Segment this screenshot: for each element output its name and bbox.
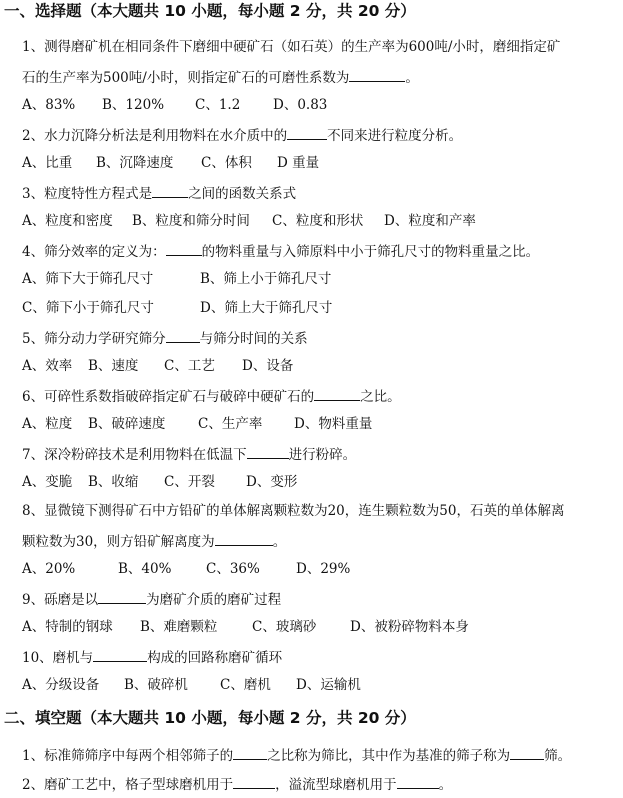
section1-title: 一、选择题（本大题共 10 小题，每小题 2 分，共 20 分）: [4, 2, 416, 20]
answer-blank: [287, 125, 327, 140]
question-4-options-row-1: [22, 270, 331, 288]
question-6-options: [22, 415, 372, 433]
option-b: B、破碎速度: [88, 416, 166, 432]
question-2-text: 2、水力沉降分析法是利用物料在水介质中的: [22, 128, 288, 144]
question-2: [22, 125, 462, 145]
question-6-end: 之比。: [360, 389, 401, 405]
answer-blank: [215, 531, 273, 546]
answer-blank: [98, 589, 146, 604]
question-1-text: 石的生产率为500吨/小时，则指定矿石的可磨性系数为: [22, 70, 350, 86]
question-10-text: 10、磨机与: [22, 650, 94, 666]
question-8-line-2: [22, 531, 286, 551]
option-c: C、体积: [201, 155, 252, 171]
answer-blank: [349, 67, 405, 82]
question-3-options: [22, 212, 476, 230]
option-c: C、工艺: [164, 358, 215, 374]
option-c: C、玻璃砂: [252, 619, 317, 635]
option-b: B、沉降速度: [96, 155, 174, 171]
fill-question-2-middle: ，溢流型球磨机用于: [275, 777, 397, 793]
fill-question-1: [22, 745, 571, 765]
option-a: A、20%: [22, 561, 76, 577]
question-1-end: 。: [405, 70, 419, 86]
option-a: A、特制的钢球: [22, 619, 113, 635]
question-7-end: 进行粉碎。: [288, 447, 357, 463]
option-a: A、83%: [22, 97, 76, 113]
answer-blank: [247, 444, 289, 459]
option-d: D、筛上大于筛孔尺寸: [200, 300, 333, 316]
option-c: C、1.2: [195, 97, 241, 113]
question-9-end: 为磨矿介质的磨矿过程: [146, 592, 282, 608]
question-6: [22, 386, 401, 406]
option-d: D、设备: [242, 358, 294, 374]
answer-blank: [93, 647, 147, 662]
question-4-text: 4、筛分效率的定义为：: [22, 244, 166, 260]
answer-blank: [166, 328, 200, 343]
question-6-text: 6、可碎性系数指破碎指定矿石与破碎中硬矿石的: [22, 389, 315, 405]
option-d: D、0.83: [273, 97, 328, 113]
question-1-options: [22, 96, 327, 114]
question-4: [22, 241, 539, 261]
answer-blank: [233, 745, 267, 760]
option-c: C、开裂: [164, 474, 215, 490]
answer-blank: [397, 774, 439, 789]
question-4-options-row-2: [22, 299, 332, 317]
question-3-end: 之间的函数关系式: [188, 186, 297, 202]
option-b: B、粒度和筛分时间: [132, 213, 250, 229]
fill-question-2: [22, 774, 452, 794]
fill-question-1-text: 1、标准筛筛序中每两个相邻筛子的: [22, 748, 234, 764]
question-2-end: 不同来进行粒度分析。: [327, 128, 463, 144]
option-b: B、速度: [88, 358, 139, 374]
option-a: A、效率: [22, 358, 73, 374]
option-d: D 重量: [277, 155, 320, 171]
question-7-options: [22, 473, 297, 491]
question-3-text: 3、粒度特性方程式是: [22, 186, 153, 202]
option-b: B、收缩: [88, 474, 139, 490]
question-10-end: 构成的回路称磨矿循环: [147, 650, 283, 666]
question-9-text: 9、砾磨是以: [22, 592, 99, 608]
option-d: D、粒度和产率: [384, 213, 476, 229]
option-c: C、36%: [206, 561, 260, 577]
option-a: A、粒度: [22, 416, 73, 432]
option-c: C、筛下小于筛孔尺寸: [22, 300, 154, 316]
question-5: [22, 328, 308, 348]
option-c: C、磨机: [220, 677, 271, 693]
option-a: A、分级设备: [22, 677, 100, 693]
answer-blank: [233, 774, 275, 789]
question-9-options: [22, 618, 469, 636]
option-d: D、物料重量: [294, 416, 373, 432]
option-c: C、生产率: [198, 416, 263, 432]
option-a: A、粒度和密度: [22, 213, 113, 229]
question-8-text: 颗粒数为30，则方铅矿解离度为: [22, 534, 215, 550]
fill-question-1-middle: 之比称为筛比，其中作为基准的筛子称为: [267, 748, 511, 764]
option-b: B、筛上小于筛孔尺寸: [200, 271, 332, 287]
question-3: [22, 183, 296, 203]
fill-question-2-end: 。: [438, 777, 453, 793]
section2-title: 二、填空题（本大题共 10 小题，每小题 2 分，共 20 分）: [4, 709, 416, 727]
question-1-line-1: 1、测得磨矿机在相同条件下磨细中硬矿石（如石英）的生产率为600吨/小时，磨细指定矿: [22, 39, 561, 55]
question-7-text: 7、深冷粉碎技术是利用物料在低温下: [22, 447, 247, 463]
question-5-end: 与筛分时间的关系: [199, 331, 308, 347]
option-a: A、变脆: [22, 474, 73, 490]
question-10: [22, 647, 282, 667]
fill-question-1-end: 筛。: [544, 748, 572, 764]
question-7: [22, 444, 356, 464]
option-b: B、120%: [102, 97, 165, 113]
option-d: D、变形: [246, 474, 298, 490]
question-10-options: [22, 676, 361, 694]
question-4-end: 的物料重量与入筛原料中小于筛孔尺寸的物料重量之比。: [201, 244, 540, 260]
question-1-line-2: [22, 67, 419, 87]
option-a: A、筛下大于筛孔尺寸: [22, 271, 154, 287]
question-2-options: [22, 154, 319, 172]
answer-blank: [166, 241, 202, 256]
question-5-text: 5、筛分动力学研究筛分: [22, 331, 166, 347]
fill-question-2-text: 2、磨矿工艺中，格子型球磨机用于: [22, 777, 234, 793]
answer-blank: [314, 386, 360, 401]
option-a: A、比重: [22, 155, 73, 171]
option-b: B、破碎机: [124, 677, 188, 693]
option-d: D、运输机: [296, 677, 361, 693]
option-d: D、被粉碎物料本身: [350, 619, 469, 635]
question-8-end: 。: [272, 534, 287, 550]
question-9: [22, 589, 281, 609]
question-8-line-1: 8、显微镜下测得矿石中方铅矿的单体解离颗粒数为20，连生颗粒数为50，石英的单体解离: [22, 503, 565, 519]
option-c: C、粒度和形状: [272, 213, 364, 229]
answer-blank: [152, 183, 188, 198]
option-b: B、难磨颗粒: [140, 619, 218, 635]
option-b: B、40%: [118, 561, 172, 577]
answer-blank: [510, 745, 544, 760]
option-d: D、29%: [296, 561, 351, 577]
question-5-options: [22, 357, 293, 375]
question-8-options: [22, 560, 350, 578]
